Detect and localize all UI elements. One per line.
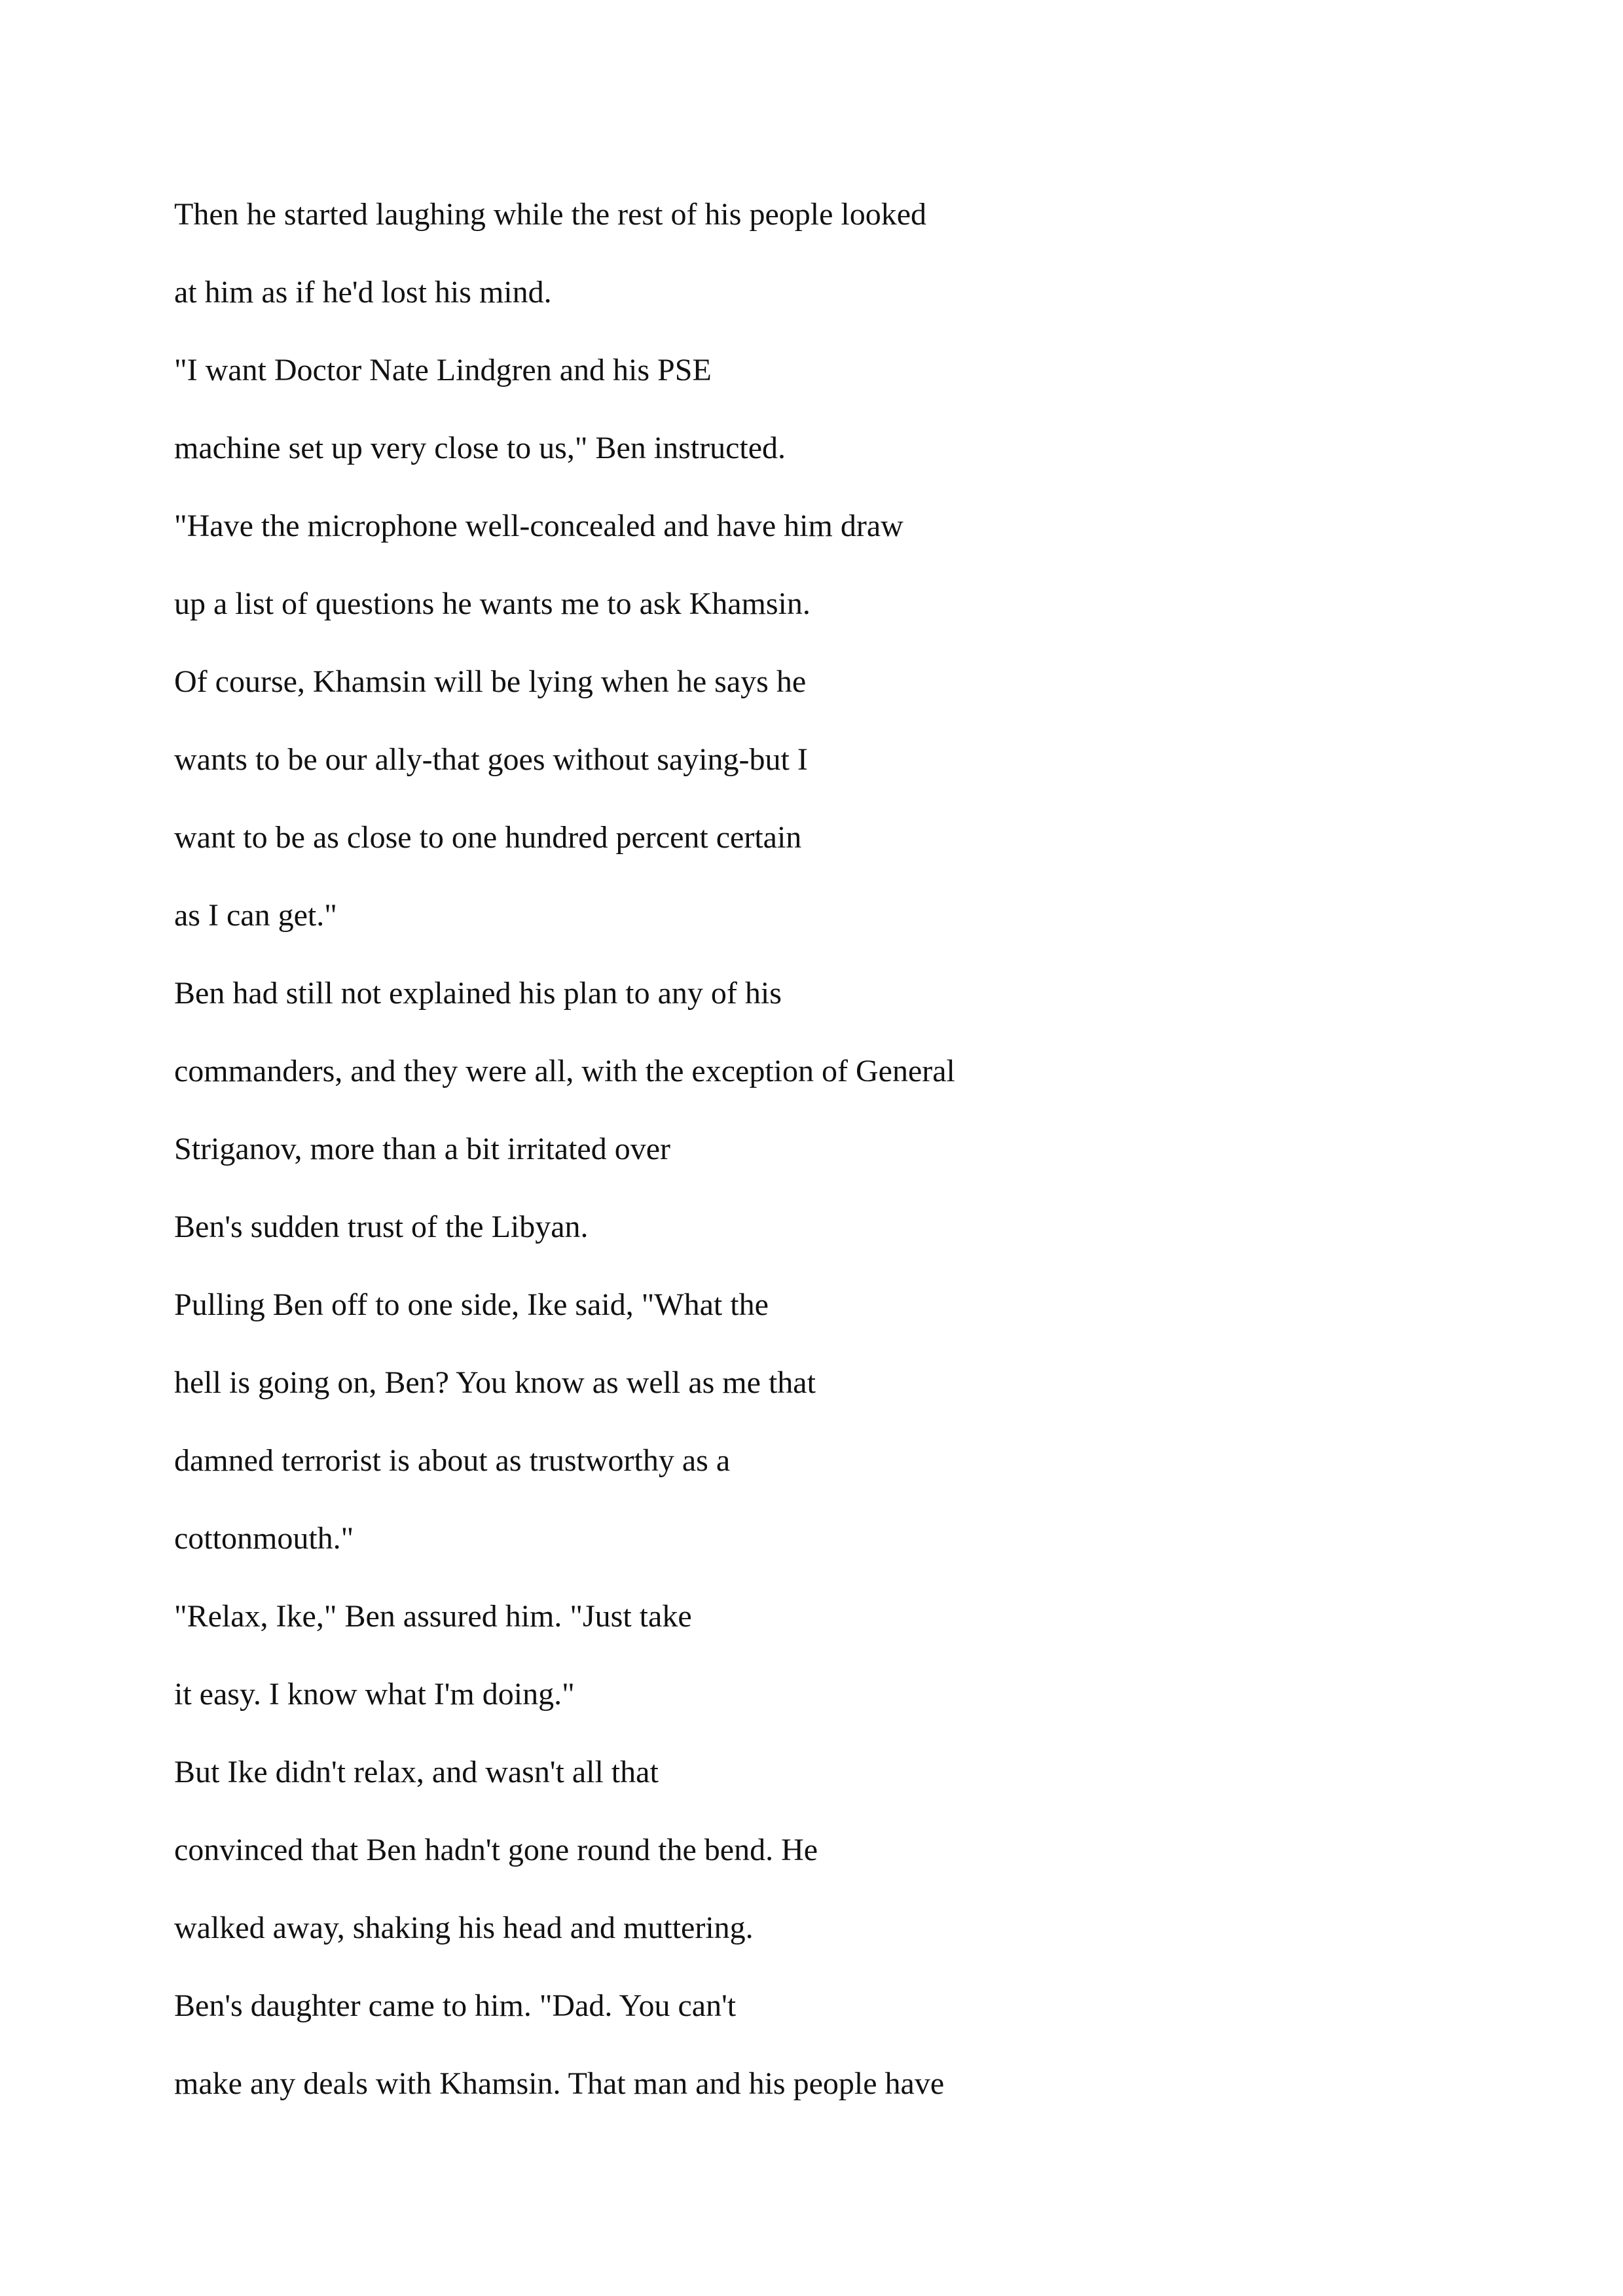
text-line: walked away, shaking his head and muttering.	[174, 1910, 754, 1945]
text-line: Ben's sudden trust of the Libyan.	[174, 1210, 589, 1244]
text-line: cottonmouth."	[174, 1521, 354, 1556]
text-line: But Ike didn't relax, and wasn't all that	[174, 1755, 659, 1789]
text-line: "Relax, Ike," Ben assured him. "Just take	[174, 1599, 692, 1634]
text-line: wants to be our ally-that goes without saying-but I	[174, 742, 808, 777]
text-line: it easy. I know what I'm doing."	[174, 1677, 575, 1712]
text-line: Striganov, more than a bit irritated over	[174, 1132, 670, 1166]
text-line: Then he started laughing while the rest of his people looked	[174, 197, 927, 232]
text-line: as I can get."	[174, 898, 337, 933]
text-line: machine set up very close to us," Ben instructed.	[174, 431, 786, 465]
text-line: up a list of questions he wants me to ask Khamsin.	[174, 586, 811, 621]
text-line: Ben's daughter came to him. "Dad. You can't	[174, 1988, 737, 2023]
text-line: Ben had still not explained his plan to any of his	[174, 976, 782, 1011]
text-line: want to be as close to one hundred percent certain	[174, 820, 802, 855]
text-line: convinced that Ben hadn't gone round the bend. He	[174, 1833, 818, 1867]
text-line: "I want Doctor Nate Lindgren and his PSE	[174, 353, 712, 387]
text-line: at him as if he'd lost his mind.	[174, 275, 552, 310]
text-line: Of course, Khamsin will be lying when he says he	[174, 664, 807, 699]
text-line: Pulling Ben off to one side, Ike said, "What the	[174, 1287, 769, 1322]
text-line: make any deals with Khamsin. That man and his people have	[174, 2066, 945, 2101]
text-line: "Have the microphone well-concealed and have him draw	[174, 509, 903, 543]
text-line: damned terrorist is about as trustworthy as a	[174, 1443, 731, 1478]
text-line: hell is going on, Ben? You know as well as me that	[174, 1365, 816, 1400]
body-text	[174, 191, 1484, 2138]
text-line: commanders, and they were all, with the exception of General	[174, 1054, 955, 1088]
